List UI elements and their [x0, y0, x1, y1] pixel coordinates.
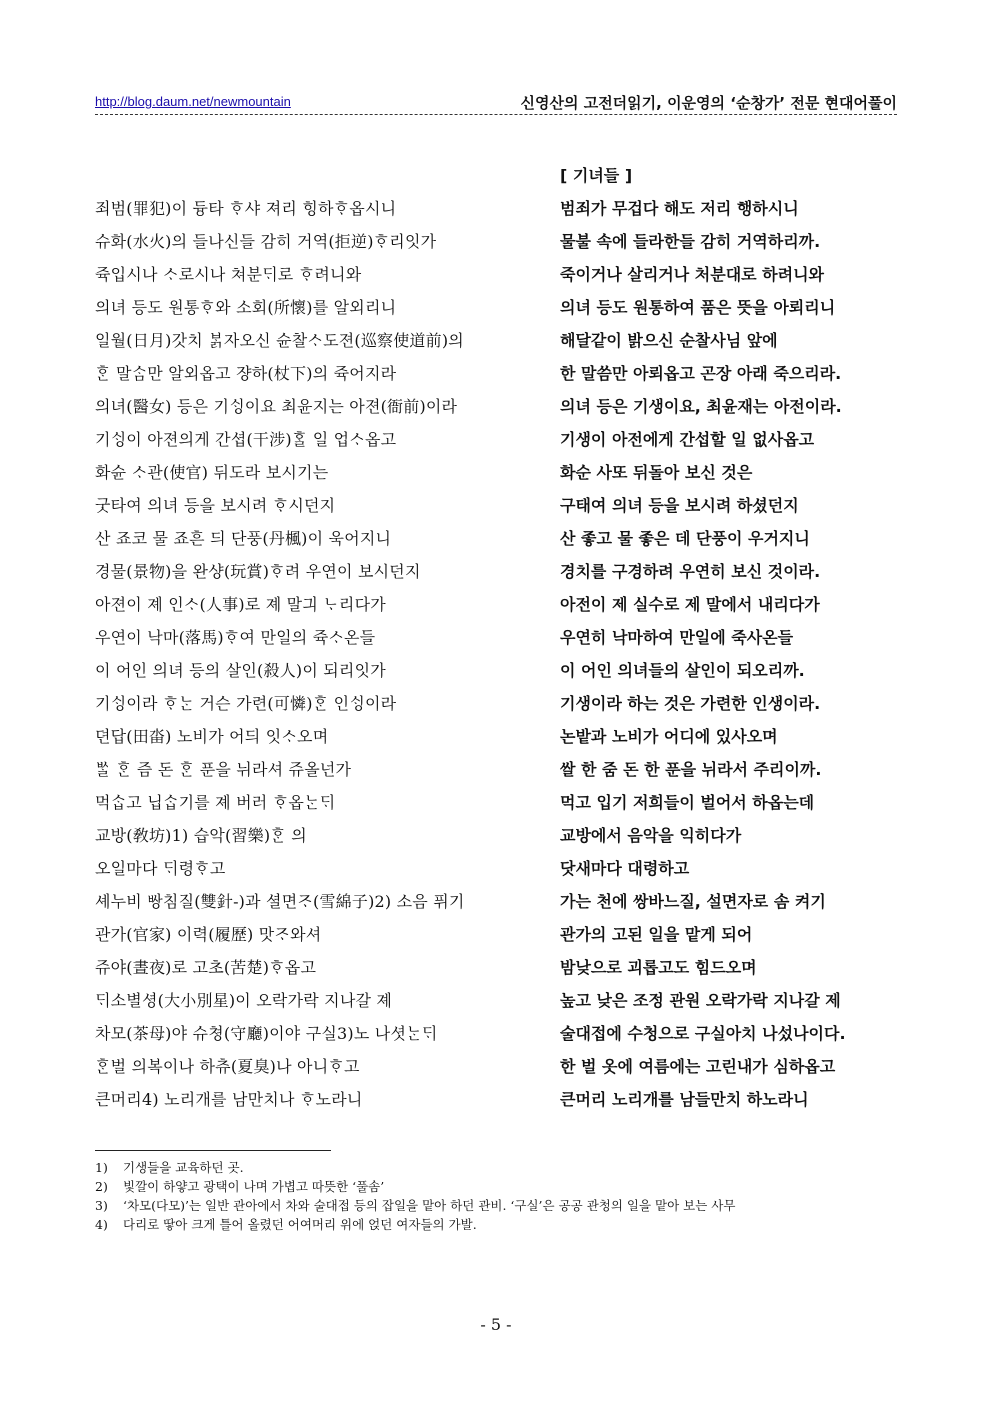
modern-verse-line: 논밭과 노비가 어디에 있사오며 [560, 727, 778, 746]
footnote-text: 다리로 땋아 크게 틀어 올렸던 어여머리 위에 얹던 여자들의 가발. [123, 1217, 477, 1232]
footnote-number: 2) [95, 1179, 108, 1194]
modern-verse-line: 가는 천에 쌍바느질, 설면자로 솜 켜기 [560, 892, 826, 911]
blog-url-link[interactable]: http://blog.daum.net/newmountain [95, 94, 291, 109]
modern-verse-line: 우연히 낙마하여 만일에 죽사온들 [560, 628, 794, 647]
modern-verse-line: 죽이거나 살리거나 처분대로 하려니와 [560, 265, 825, 284]
footnote-number: 4) [95, 1217, 108, 1232]
modern-verse-line: 닷새마다 대령하고 [560, 859, 690, 878]
original-verse-line: 큰머리4) 노리개를 남만치나 ᄒᆞ노라니 [95, 1090, 363, 1109]
modern-verse-line: 큰머리 노리개를 남들만치 하노라니 [560, 1090, 809, 1109]
modern-verse-line: 먹고 입기 저희들이 벌어서 하옵는데 [560, 793, 815, 812]
page-header [95, 92, 897, 114]
original-verse-line: ᄒᆞᆫ 말ᄉᆞᆷ만 알외옵고 쟝하(杖下)의 쥭어지라 [95, 364, 397, 383]
original-verse-line: 이 어인 의녀 등의 살인(殺人)이 되리잇가 [95, 661, 386, 680]
original-verse-line: 아젼이 졔 인ᄉᆞ(人事)로 졔 말긔 ᄂᆞ리다가 [95, 595, 386, 614]
modern-verse-line: 높고 낮은 조정 관원 오락가락 지나갈 제 [560, 991, 841, 1010]
modern-verse-line: 의녀 등도 원통하여 품은 뜻을 아뢰리니 [560, 298, 836, 317]
modern-verse-line: 교방에서 음악을 익히다가 [560, 826, 742, 845]
original-verse-line: 차모(茶母)야 슈쳥(守廳)이야 구실3)노 나셧ᄂᆞᆫᄃᆡ [95, 1024, 438, 1043]
footnote-item [95, 1196, 897, 1215]
footnote-divider [95, 1150, 331, 1151]
modern-verse-line: 기생이라 하는 것은 가련한 인생이라. [560, 694, 821, 713]
modern-verse-line: 기생이 아전에게 간섭할 일 없사옵고 [560, 430, 815, 449]
original-verse-line: 의녀(醫女) 등은 기ᄉᆡᆼ이요 최윤지는 아젼(衙前)이라 [95, 397, 458, 416]
original-verse-line: 쥬야(晝夜)로 고초(苦楚)ᄒᆞ옵고 [95, 958, 317, 977]
modern-verse-line: 이 어인 의녀들의 살인이 되오리까. [560, 661, 805, 680]
footnote-text: ‘차모(다모)’는 일반 관아에서 차와 술대접 등의 잡일을 맡아 하던 관비. ‘구실’은 공공 관청의 일을 맡아 보는 사무 [123, 1198, 736, 1213]
original-verse-line: 죄범(罪犯)이 듕타 ᄒᆞ샤 져리 힝하ᄒᆞ옵시니 [95, 199, 397, 218]
footnote-text: 빛깔이 하얗고 광택이 나며 가볍고 따뜻한 ‘풀솜’ [123, 1179, 385, 1194]
modern-verse-line: 구태여 의녀 등을 보시려 하셨던지 [560, 496, 799, 515]
original-verse-line: 산 죠코 물 죠흔 듸 단풍(丹楓)이 욱어지니 [95, 529, 392, 548]
section-heading: [ 기녀들 ] [560, 166, 633, 185]
modern-verse-line: 관가의 고된 일을 맡게 되어 [560, 925, 753, 944]
original-verse-line: 관가(官家) 이력(履歷) 맛ᄌᆞ와셔 [95, 925, 322, 944]
original-verse-line: ᄒᆞᆫ벌 의복이나 하츄(夏臭)나 아니ᄒᆞ고 [95, 1057, 360, 1076]
modern-verse-line: 한 말씀만 아뢰옵고 곤장 아래 죽으리라. [560, 364, 842, 383]
footnote-number: 3) [95, 1198, 108, 1213]
footnote-item [95, 1177, 897, 1196]
footnote-number: 1) [95, 1160, 108, 1175]
modern-verse-line: 경치를 구경하려 우연히 보신 것이라. [560, 562, 821, 581]
original-verse-line: 경물(景物)을 완샹(玩賞)ᄒᆞ려 우연이 보시던지 [95, 562, 421, 581]
original-verse-line: 먹ᄉᆞᆸ고 닙ᄉᆞᆸ기를 졔 버러 ᄒᆞ옵ᄂᆞᆫᄃᆡ [95, 793, 336, 812]
header-divider [95, 114, 897, 115]
modern-verse-line: 쌀 한 줌 돈 한 푼을 뉘라서 주리이까. [560, 760, 822, 779]
modern-verse-line: 한 벌 옷에 여름에는 고린내가 심하옵고 [560, 1057, 836, 1076]
original-verse-line: ᄡᆞᆯ ᄒᆞᆫ 즘 돈 ᄒᆞᆫ 푼을 뉘라셔 쥬올넌가 [95, 760, 352, 779]
original-verse-line: 의녀 등도 원통ᄒᆞ와 소회(所懷)를 알외리니 [95, 298, 397, 317]
page-number: - 5 - [480, 1315, 512, 1334]
original-verse-line: 뎐답(田畓) 노비가 어듸 잇ᄉᆞ오며 [95, 727, 329, 746]
modern-verse-line: 물불 속에 들라한들 감히 거역하리까. [560, 232, 821, 251]
footnote-item [95, 1215, 897, 1234]
original-verse-line: 셰누비 ᄡᅡᆼ침질(雙針-)과 셜면ᄌᆞ(雪綿子)2) 소음 퓌기 [95, 892, 465, 911]
modern-verse-line: 밤낮으로 괴롭고도 힘드오며 [560, 958, 757, 977]
footnote-item [95, 1158, 897, 1177]
original-verse-line: 슈화(水火)의 들나신들 감히 거역(拒逆)ᄒᆞ리잇가 [95, 232, 437, 251]
original-verse-line: 교방(敎坊)1) 습악(習樂)ᄒᆞᆫ 의 [95, 826, 307, 845]
modern-verse-line: 아전이 제 실수로 제 말에서 내리다가 [560, 595, 820, 614]
original-verse-line: 굿타여 의녀 등을 보시려 ᄒᆞ시던지 [95, 496, 336, 515]
modern-verse-line: 해달같이 밝으신 순찰사님 앞에 [560, 331, 778, 350]
modern-verse-line: 의녀 등은 기생이요, 최윤재는 아전이라. [560, 397, 842, 416]
original-verse-line: 쥭입시나 ᄉᆞ로시나 쳐분ᄃᆡ로 ᄒᆞ려니와 [95, 265, 362, 284]
modern-verse-line: 화순 사또 뒤돌아 보신 것은 [560, 463, 753, 482]
footnotes [95, 1158, 897, 1234]
modern-verse-line: 범죄가 무겁다 해도 저리 행하시니 [560, 199, 799, 218]
original-verse-line: 화슌 ᄉᆞ관(使官) 뒤도라 보시기는 [95, 463, 329, 482]
original-verse-line: 기ᄉᆡᆼ이 아젼의게 간셥(干涉)ᄒᆞᆯ 일 업ᄉᆞ옵고 [95, 430, 397, 449]
original-verse-line: ᄃᆡ소별셩(大小別星)이 오락가락 지나갈 졔 [95, 991, 393, 1010]
document-title: 신영산의 고전더읽기, 이운영의 ‘순창가’ 전문 현대어풀이 [520, 94, 897, 112]
original-verse-line: 일월(日月)갓치 ᄇᆞᆰ자오신 슌찰ᄉᆞ도젼(巡察使道前)의 [95, 331, 464, 350]
footnote-text: 기생들을 교육하던 곳. [123, 1160, 244, 1175]
original-verse-line: 오일마다 ᄃᆡ령ᄒᆞ고 [95, 859, 226, 878]
original-verse-line: 우연이 낙마(落馬)ᄒᆞ여 만일의 쥭ᄉᆞ온들 [95, 628, 376, 647]
modern-verse-line: 산 좋고 물 좋은 데 단풍이 우거지니 [560, 529, 810, 548]
original-verse-line: 기ᄉᆡᆼ이라 ᄒᆞᄂᆞᆫ 거슨 가련(可憐)ᄒᆞᆫ 인ᄉᆡᆼ이라 [95, 694, 397, 713]
original-text-column [95, 196, 535, 1120]
modern-translation-column [560, 196, 910, 1120]
modern-verse-line: 술대접에 수청으로 구실아치 나섰나이다. [560, 1024, 846, 1043]
